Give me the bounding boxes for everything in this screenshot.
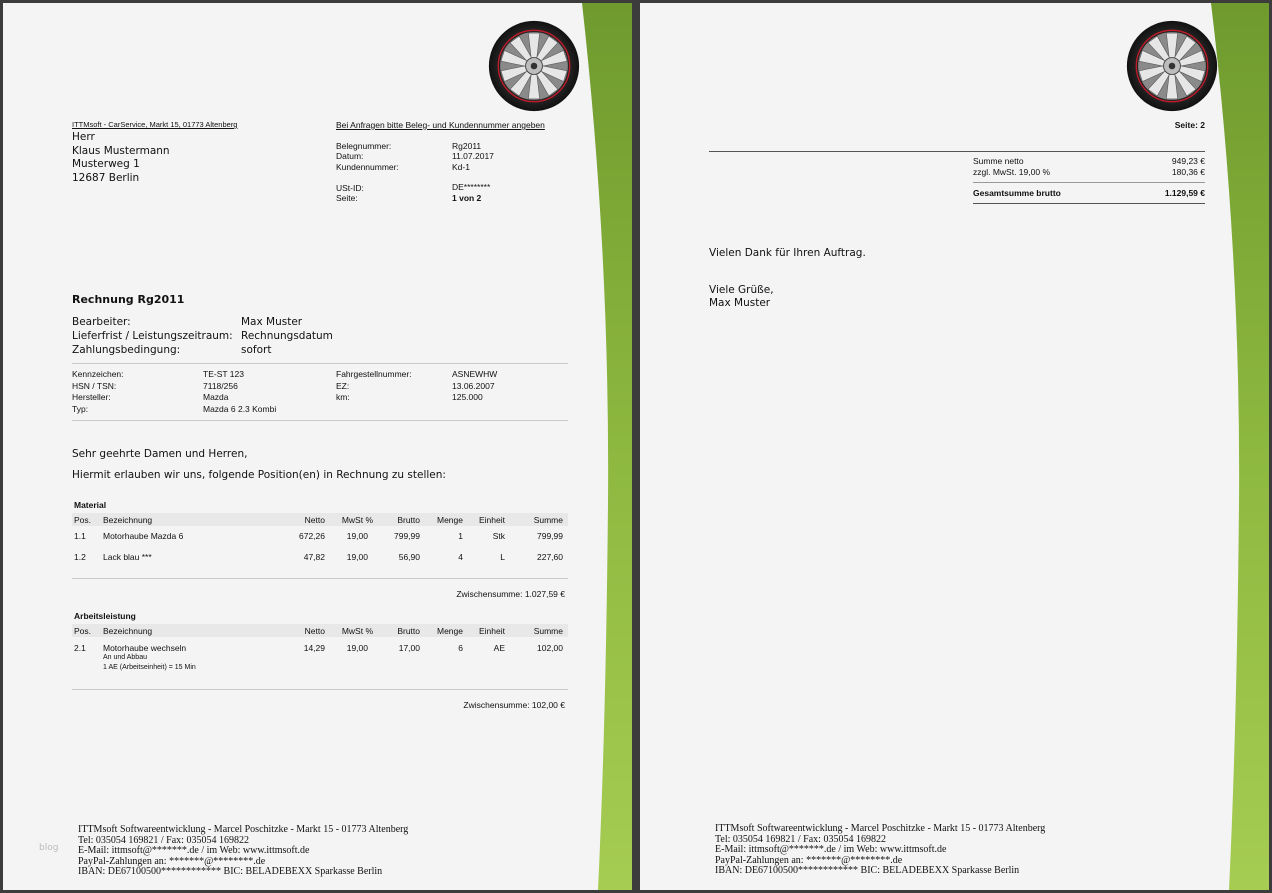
cell-netto: 47,82 — [303, 552, 325, 562]
vehicle-label: Kennzeichen: — [72, 369, 124, 379]
invoice-details — [72, 315, 233, 357]
col-netto: Netto — [304, 515, 325, 525]
summary-label: Summe netto — [973, 156, 1024, 166]
vehicle-label: EZ: — [336, 380, 350, 391]
recipient-line: Herr — [72, 131, 95, 143]
page-count: 1 von 2 — [452, 193, 482, 203]
total-label: Gesamtsumme brutto — [973, 188, 1061, 198]
meta-value: Kd-1 — [452, 162, 470, 172]
divider — [72, 689, 568, 690]
invoice-page-2 — [640, 3, 1269, 890]
footer-line: E-Mail: ittmsoft@*******.de / im Web: www.ittmsoft.de — [78, 845, 310, 856]
section-title: Material — [74, 500, 107, 510]
footer-line: ITTMsoft Softwareentwicklung - Marcel Poschitzke - Markt 15 - 01773 Altenberg — [715, 823, 1046, 834]
company-footer — [78, 825, 408, 878]
cell-summe: 227,60 — [537, 552, 563, 562]
col-menge: Menge — [437, 515, 463, 525]
vehicle-label: HSN / TSN: — [72, 380, 117, 391]
divider — [973, 182, 1205, 183]
summary-value: 180,36 € — [1171, 167, 1205, 177]
closing-line: Viele Grüße, — [709, 284, 774, 296]
detail-value: sofort — [241, 344, 272, 356]
col-brutto: Brutto — [397, 626, 420, 636]
footer-line: PayPal-Zahlungen an: *******@********.de — [78, 855, 266, 867]
detail-value: Max Muster — [241, 316, 303, 328]
meta-label: Belegnummer: — [336, 141, 392, 151]
company-footer — [715, 824, 1045, 877]
cell-desc: Motorhaube wechseln — [103, 643, 187, 653]
footer-line: Tel: 035054 169821 / Fax: 035054 169822 — [715, 833, 886, 845]
cell-brutto: 799,99 — [394, 531, 420, 541]
divider — [72, 420, 568, 421]
cell-summe: 799,99 — [537, 531, 563, 541]
cell-menge: 6 — [458, 643, 463, 653]
invoice-title: Rechnung Rg2011 — [72, 293, 185, 306]
vehicle-value: Mazda — [203, 392, 229, 402]
page-label: Seite: 2 — [1174, 120, 1205, 130]
vehicle-label: Fahrgestellnummer: — [336, 369, 412, 379]
col-netto: Netto — [304, 626, 325, 636]
vehicle-values — [203, 369, 276, 415]
vehicle-label: Typ: — [72, 403, 89, 414]
total-value: 1.129,59 € — [1164, 188, 1205, 198]
cell-summe: 102,00 — [537, 643, 563, 653]
col-summe: Summe — [533, 515, 563, 525]
subtotal-labor: Zwischensumme: 102,00 € — [463, 700, 565, 710]
invoice-page-1 — [3, 3, 632, 890]
recipient-line: Klaus Mustermann — [72, 144, 170, 157]
meta-label: Kundennummer: — [336, 162, 399, 172]
footer-line: Tel: 035054 169821 / Fax: 035054 169822 — [78, 834, 249, 846]
col-einheit: Einheit — [479, 515, 505, 525]
vehicle-value: TE-ST 123 — [203, 369, 244, 379]
col-menge: Menge — [437, 626, 463, 636]
vehicle-value: 7118/256 — [203, 380, 238, 391]
col-einheit: Einheit — [479, 626, 505, 636]
divider — [973, 203, 1205, 204]
cell-mwst: 19,00 — [346, 531, 368, 541]
vehicle-labels-right — [336, 369, 412, 404]
cell-pos: 1.1 — [74, 531, 86, 541]
vehicle-label: km: — [336, 392, 350, 402]
cell-mwst: 19,00 — [346, 643, 368, 653]
col-pos: Pos. — [74, 515, 92, 525]
col-brutto: Brutto — [397, 515, 420, 525]
meta-value: 11.07.2017 — [452, 151, 494, 161]
divider — [72, 363, 568, 364]
meta-label: USt-ID: — [336, 183, 364, 193]
detail-label: Zahlungsbedingung: — [72, 344, 181, 356]
summary-label: zzgl. MwSt. 19,00 % — [973, 167, 1051, 177]
col-mwst: MwSt % — [341, 626, 373, 636]
cell-desc: Motorhaube Mazda 6 — [103, 531, 184, 541]
recipient-line: 12687 Berlin — [72, 171, 140, 184]
divider — [709, 151, 1205, 152]
vehicle-labels — [72, 369, 124, 415]
vehicle-value: Mazda 6 2.3 Kombi — [203, 403, 277, 414]
inquiry-hint: Bei Anfragen bitte Beleg- und Kundennummer angeben — [336, 120, 545, 130]
cell-einheit: L — [500, 552, 505, 562]
vehicle-value: ASNEWHW — [452, 369, 498, 379]
meta-value: DE******** — [452, 182, 491, 192]
col-mwst: MwSt % — [341, 515, 373, 525]
sender-line: ITTMsoft - CarService, Markt 15, 01773 Altenberg — [72, 120, 238, 129]
cell-einheit: Stk — [492, 531, 505, 541]
intro-text: Hiermit erlauben wir uns, folgende Position(en) in Rechnung zu stellen: — [72, 469, 446, 481]
thanks-text: Vielen Dank für Ihren Auftrag. — [709, 247, 866, 259]
signature-name: Max Muster — [709, 297, 771, 309]
detail-value: Rechnungsdatum — [241, 330, 333, 342]
subtotal-material: Zwischensumme: 1.027,59 € — [456, 589, 565, 599]
cell-einheit: AE — [493, 643, 505, 653]
recipient-line: Musterweg 1 — [72, 158, 140, 170]
cell-mwst: 19,00 — [346, 552, 368, 562]
col-desc: Bezeichnung — [103, 626, 153, 636]
vehicle-label: Hersteller: — [72, 392, 111, 402]
cell-pos: 2.1 — [74, 643, 86, 653]
summary-value: 949,23 € — [1171, 156, 1205, 166]
vehicle-values-right — [452, 369, 497, 404]
cell-menge: 1 — [458, 531, 463, 541]
col-pos: Pos. — [74, 626, 92, 636]
cell-desc-sub: An und Abbau — [103, 654, 147, 661]
detail-label: Bearbeiter: — [72, 316, 131, 328]
footer-line: IBAN: DE67100500************ BIC: BELADEBEXX Sparkasse Berlin — [715, 865, 1020, 876]
invoice-detail-values — [241, 315, 333, 357]
divider — [72, 578, 568, 579]
section-title: Arbeitsleistung — [74, 611, 136, 621]
recipient-address — [72, 131, 170, 185]
watermark: blog — [39, 843, 59, 853]
cell-netto: 14,29 — [303, 643, 325, 653]
meta-label: Datum: — [336, 151, 364, 161]
cell-desc-sub: 1 AE (Arbeitseinheit) = 15 Min — [103, 664, 196, 671]
col-summe: Summe — [533, 626, 563, 636]
footer-line: IBAN: DE67100500************ BIC: BELADEBEXX Sparkasse Berlin — [78, 866, 383, 877]
greeting: Sehr geehrte Damen und Herren, — [72, 448, 248, 460]
detail-label: Lieferfrist / Leistungszeitraum: — [72, 330, 233, 342]
footer-line: ITTMsoft Softwareentwicklung - Marcel Poschitzke - Markt 15 - 01773 Altenberg — [78, 824, 409, 835]
footer-line: PayPal-Zahlungen an: *******@********.de — [715, 854, 903, 866]
footer-line: E-Mail: ittmsoft@*******.de / im Web: www.ittmsoft.de — [715, 844, 947, 855]
vehicle-value: 13.06.2007 — [452, 380, 495, 391]
green-swoosh-decoration — [1189, 3, 1269, 890]
meta-value: Rg2011 — [452, 141, 482, 151]
wheel-logo-icon — [487, 19, 581, 113]
cell-netto: 672,26 — [299, 531, 325, 541]
green-swoosh-decoration — [552, 3, 632, 890]
cell-brutto: 17,00 — [398, 643, 420, 653]
cell-brutto: 56,90 — [398, 552, 420, 562]
cell-menge: 4 — [458, 552, 463, 562]
cell-pos: 1.2 — [74, 552, 86, 562]
closing — [709, 284, 774, 310]
col-desc: Bezeichnung — [103, 515, 153, 525]
cell-desc: Lack blau *** — [103, 552, 152, 562]
wheel-logo-icon — [1125, 19, 1219, 113]
vehicle-value: 125.000 — [452, 392, 483, 402]
meta-label: Seite: — [336, 193, 358, 203]
